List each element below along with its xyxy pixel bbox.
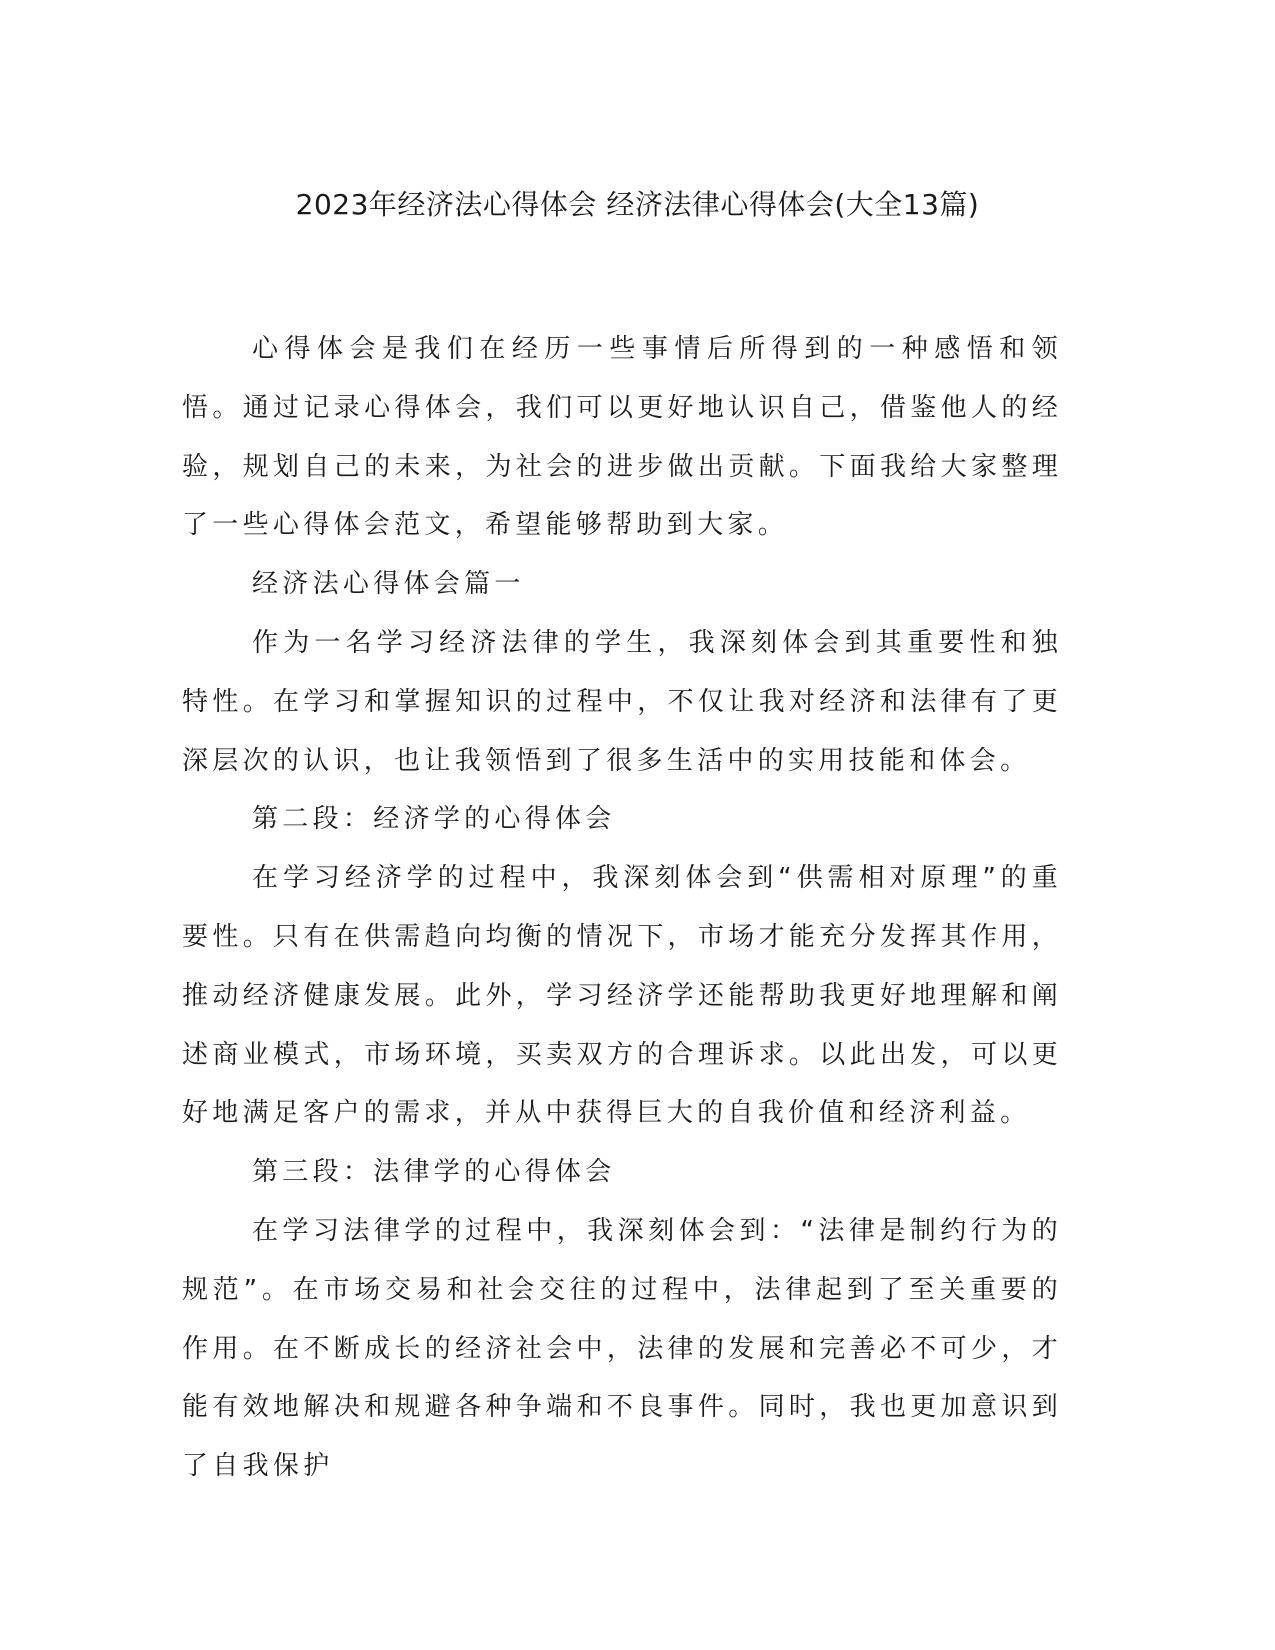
paragraph-law: 在学习法律学的过程中，我深刻体会到：“法律是制约行为的规范”。在市场交易和社会交往的过程中，法律起到了至关重要的作用。在不断成长的经济社会中，法律的发展和完善必不可少，才能有效地解决和规避各种争端和不良事件。同时，我也更加意识到了自我保护 (182, 1215, 1062, 1482)
section-heading-part-one: 经济法心得体会篇一 (252, 569, 525, 600)
paragraph-intro: 心得体会是我们在经历一些事情后所得到的一种感悟和领悟。通过记录心得体会，我们可以更好地认识自己，借鉴他人的经验，规划自己的未来，为社会的进步做出贡献。下面我给大家整理了一些心得体会范文，希望能够帮助到大家。 (182, 334, 1062, 541)
paragraph-economics: 在学习经济学的过程中，我深刻体会到“供需相对原理”的重要性。只有在供需趋向均衡的情况下，市场才能充分发挥其作用，推动经济健康发展。此外，学习经济学还能帮助我更好地理解和阐述商业模式，市场环境，买卖双方的合理诉求。以此出发，可以更好地满足客户的需求，并从中获得巨大的自我价值和经济利益。 (182, 863, 1062, 1129)
paragraph-part-one: 作为一名学习经济法律的学生，我深刻体会到其重要性和独特性。在学习和掌握知识的过程中，不仅让我对经济和法律有了更深层次的认识，也让我领悟到了很多生活中的实用技能和体会。 (182, 627, 1062, 776)
document-body (182, 320, 1062, 1496)
section-heading-law: 第三段：法律学的心得体会 (252, 1157, 616, 1188)
document-title: 2023年经济法心得体会 经济法律心得体会(大全13篇) (295, 188, 980, 221)
section-heading-economics: 第二段：经济学的心得体会 (252, 804, 616, 835)
